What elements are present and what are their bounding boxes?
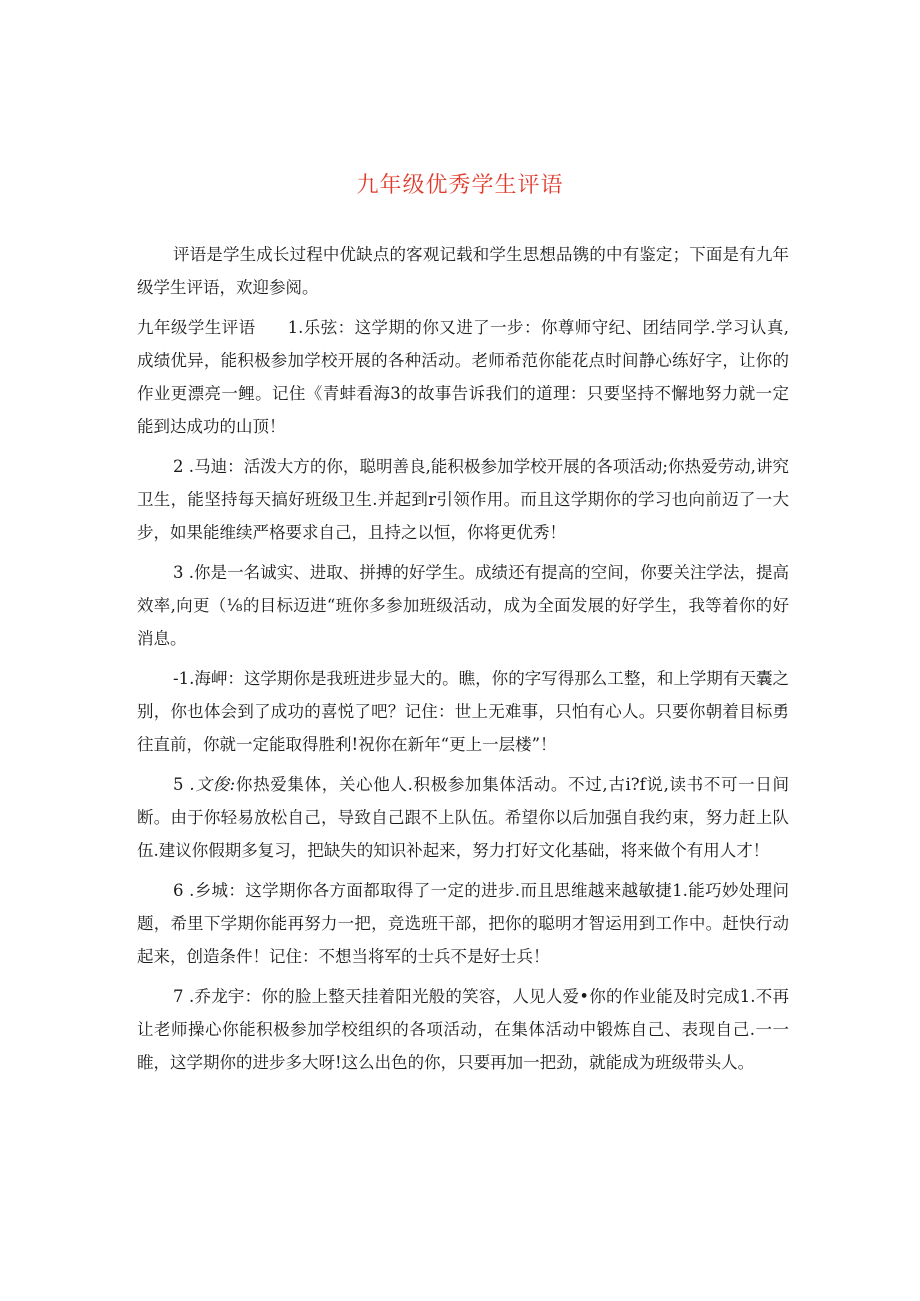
comment-item-3 xyxy=(137,556,789,655)
comment-text: .马迪：活泼大方的你，聪明善良,能积极参加学校开展的各项活动;你热爱劳动,讲究卫生，能坚持每天搞好班级卫生.并起到r引领作用。而且这学期你的学习也向前迈了一大步，如果能维续严格要求自己，且持之以恒，你将更优秀！ xyxy=(137,457,790,542)
comment-number: 2 xyxy=(173,457,184,476)
comment-item-4 xyxy=(137,662,789,761)
comment-text: .你是一名诚实、进取、拼搏的好学生。成绩还有提高的空间，你要关注学法，提高效率,向更（⅛的目标迈进“班你多参加班级活动，成为全面发展的好学生，我等着你的好消息。 xyxy=(137,563,789,648)
comment-number: 6 xyxy=(173,881,184,900)
comment-number: 5 xyxy=(173,775,184,794)
comment-number: 3 xyxy=(173,563,184,582)
comment-text: -1.海岬：这学期你是我班进步显大的。瞧，你的字写得那么工整，和上学期有天囊之别，你也体会到了成功的喜悦了吧？记住：世上无难事，只怕有心人。只要你朝着目标勇往直前，你就一定能取得胜利!祝你在新年“更上一层楼”！ xyxy=(137,669,789,754)
page-title: 九年级优秀学生评语 xyxy=(356,173,564,198)
section-label: 九年级学生评语 xyxy=(137,318,256,337)
comment-text: .乔龙宇：你的脸上整天挂着阳光般的笑容，人见人爱•你的作业能及时完成1.不再让老师操心你能积极参加学校组织的各项活动，在集体活动中锻炼自己、表现自己.一一睢，这学期你的进步多大呀!这么出色的你，只要再加一把劲，就能成为班级带头人。 xyxy=(137,987,789,1072)
intro-paragraph: 评语是学生成长过程中优缺点的客观记载和学生思想品镌的中有鉴定；下面是有九年级学生评语，欢迎参阅。 xyxy=(137,245,789,297)
comment-name: .文俊: xyxy=(189,775,236,794)
comment-item-5 xyxy=(137,768,789,867)
comment-text: .乡城：这学期你各方面都取得了一定的进步.而且思维越来越敏捷1.能巧妙处理问题，希里下学期你能再努力一把，竞选班干部，把你的聪明才智运用到工作中。赶快行动起来，创造条件！记住：不想当将军的士兵不是好士兵！ xyxy=(137,881,790,966)
comment-item-2 xyxy=(137,450,789,549)
comment-text: 你热爱集体，关心他人.积极参加集体活动。不过,古i?f说,读书不可一日间断。由于你轻易放松自己，导致自己跟不上队伍。希望你以后加强自我约束，努力赶上队伍.建议你假期多复习，把缺失的知识补起来，努力打好文化基础，将来做个有用人才！ xyxy=(137,775,790,860)
comment-item-7 xyxy=(137,980,789,1079)
comment-text: 1.乐弦：这学期的你又进了一步：你尊师守纪、团结同学.学习认真,成绩优异，能积极参加学校开展的各种活动。老师希范你能花点时间静心练好字，让你的作业更漂亮一鲤。记住《青蚌看海3的故事告诉我们的道理：只要坚持不懈地努力就一定能到达成功的山顶！ xyxy=(137,318,789,436)
comment-item-1 xyxy=(137,311,789,443)
comment-number: 7 xyxy=(173,987,184,1006)
document-body xyxy=(137,238,789,1086)
comment-item-6 xyxy=(137,874,789,973)
